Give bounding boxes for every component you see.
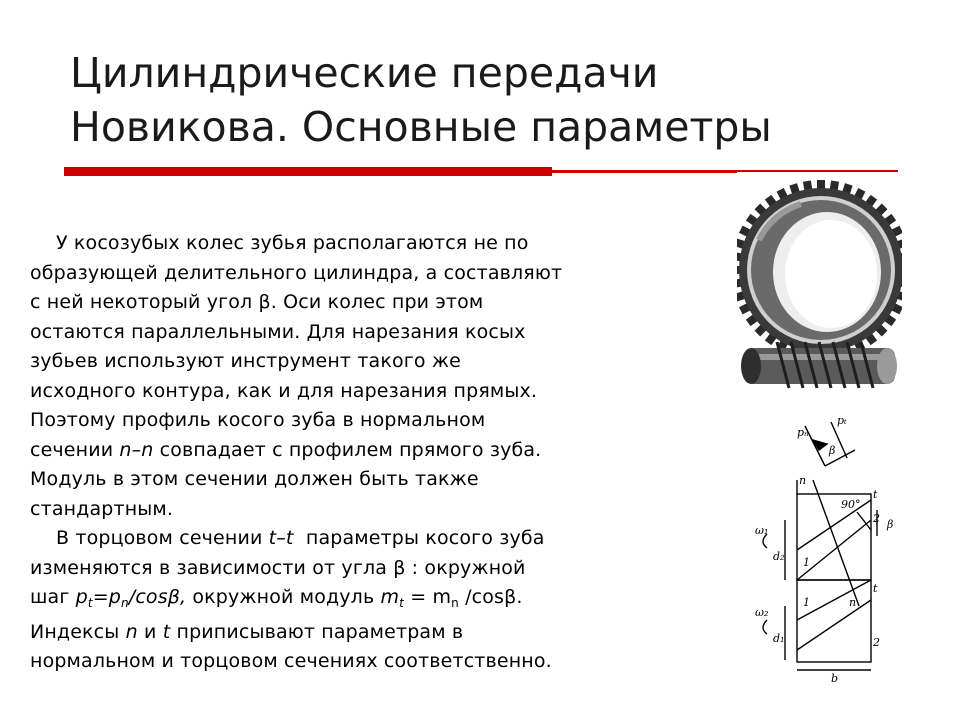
label-beta-right: β: [887, 518, 894, 531]
p1-line-6: исходного контура, как и для нарезания прямых.: [30, 379, 538, 402]
formula-mt: $m_t$: [380, 586, 405, 610]
label-omega2: ω₂: [755, 606, 769, 619]
label-one-b: 1: [803, 596, 810, 609]
label-90deg: 90°: [841, 498, 861, 511]
section-nn: n–n: [119, 438, 154, 461]
label-d2: d₂: [773, 550, 785, 563]
p3-line-2: нормальном и торцовом сечениях соответственно.: [30, 650, 552, 672]
label-two-b: 2: [873, 636, 880, 649]
p1-line-4: остаются параллельными. Для нарезания косых: [30, 320, 526, 343]
p2-line-1-c: параметры косого зуба: [293, 527, 545, 549]
index-t: t: [162, 620, 171, 643]
paragraph-3: [30, 618, 700, 677]
paragraph-1: [30, 229, 700, 524]
title-line-1: Цилиндрические передачи: [70, 49, 659, 97]
p1-line-8-a: сечении: [30, 438, 120, 461]
index-n: n: [125, 620, 138, 643]
body-text: [30, 229, 700, 677]
p1-line-1: У косозубых колес зубья располагаются не по: [56, 232, 529, 254]
p2-mn-sub: n: [451, 596, 459, 610]
p1-line-8-c: совпадает с профилем прямого зуба.: [153, 438, 542, 461]
label-t-mid: t: [873, 582, 878, 595]
title-line-2: Новикова. Основные параметры: [70, 103, 772, 151]
p1-line-3: с ней некоторый угол β. Оси колес при этом: [30, 291, 484, 313]
label-omega1: ω₁: [755, 524, 769, 537]
formula-pt: $p_t=p_n$/cosβ,: [75, 586, 187, 610]
p3-line-1-a: Индексы: [30, 620, 126, 643]
p1-line-9: Модуль в этом сечении должен быть также: [30, 468, 479, 490]
label-beta-top: β: [829, 444, 836, 457]
label-two-a: 2: [873, 512, 880, 525]
label-one-a: 1: [803, 556, 810, 569]
label-pt: pₜ: [837, 414, 847, 427]
paragraph-2: [30, 524, 700, 613]
p3-line-1-c: и: [137, 620, 163, 643]
gear-illustration: [737, 172, 902, 410]
p2-line-3-a: шаг: [30, 586, 76, 608]
p1-line-5: зубьев используют инструмент такого же: [30, 350, 461, 372]
label-d1: d₁: [773, 632, 785, 645]
label-n-top: n: [799, 474, 807, 487]
p2-line-3-l: /cosβ.: [458, 586, 523, 608]
label-t-top: t: [873, 488, 878, 501]
section-tt: t–t: [268, 527, 294, 549]
slide-title: [70, 46, 890, 154]
p2-line-2: изменяются в зависимости от угла β : окружной: [30, 556, 526, 579]
p1-line-2: образующей делительного цилиндра, а составляют: [30, 261, 563, 284]
p3-line-1-e: приписывают параметрам в: [170, 620, 464, 643]
label-b: b: [831, 672, 839, 685]
label-n-mid: n: [849, 596, 857, 609]
label-pn: pₙ: [797, 426, 809, 439]
p2-line-3-g: окружной модуль: [186, 586, 381, 608]
p1-line-7: Поэтому профиль косого зуба в нормальном: [30, 409, 486, 431]
p2-line-3-j: = m: [404, 586, 452, 608]
pinion-shaft: [741, 342, 897, 388]
title-rule-thick: [64, 167, 552, 176]
p2-line-1-a: В торцовом сечении: [56, 527, 269, 549]
helical-gear-diagram: [737, 410, 902, 688]
p1-line-10: стандартным.: [30, 497, 174, 520]
